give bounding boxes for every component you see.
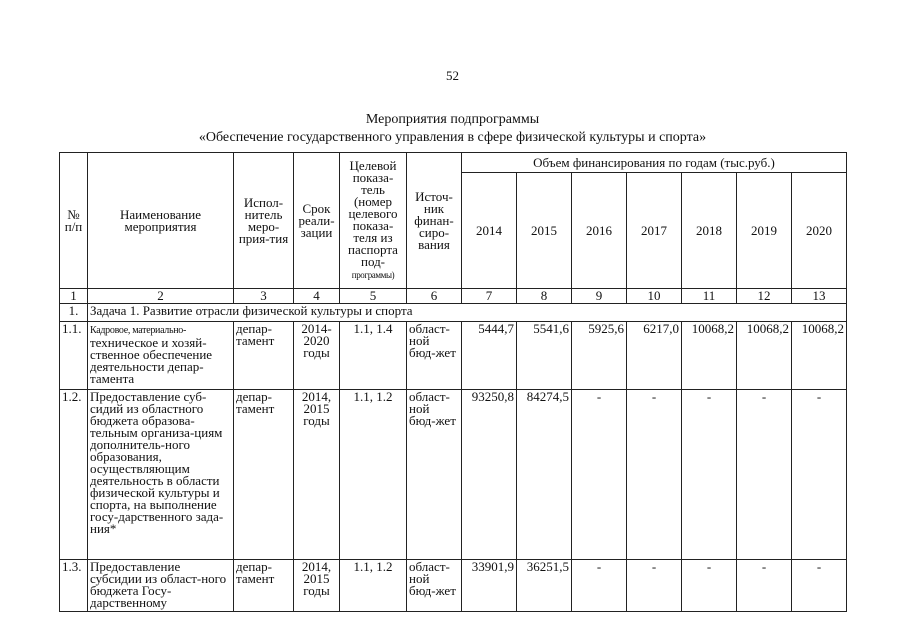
row-value-2018: 10068,2	[682, 322, 737, 390]
header-num: № п/п	[60, 153, 88, 289]
row-target: 1.1, 1.2	[340, 390, 407, 560]
header-year: 2014	[462, 173, 517, 289]
header-year: 2017	[627, 173, 682, 289]
header-year: 2020	[792, 173, 847, 289]
row-number: 1.3.	[60, 560, 88, 612]
table-row	[60, 560, 847, 612]
column-number: 3	[234, 289, 294, 304]
row-value-2014: 5444,7	[462, 322, 517, 390]
row-source: област-ной бюд-жет	[407, 390, 462, 560]
row-name	[88, 322, 234, 390]
header-target	[340, 153, 407, 289]
row-value-2017: -	[627, 560, 682, 612]
header-funding: Объем финансирования по годам (тыс.руб.)	[462, 153, 847, 173]
column-number: 9	[572, 289, 627, 304]
row-executor: депар-тамент	[234, 560, 294, 612]
column-number: 7	[462, 289, 517, 304]
row-value-2017: -	[627, 390, 682, 560]
task-title: Задача 1. Развитие отрасли физической культуры и спорта	[88, 304, 847, 322]
row-value-2016: 5925,6	[572, 322, 627, 390]
task-number: 1.	[60, 304, 88, 322]
row-target: 1.1, 1.4	[340, 322, 407, 390]
header-term: Срок реали-зации	[294, 153, 340, 289]
task-row	[60, 304, 847, 322]
document-subtitle: «Обеспечение государственного управления в сфере физической культуры и спорта»	[198, 130, 707, 145]
column-number: 8	[517, 289, 572, 304]
row-value-2019: -	[737, 390, 792, 560]
document-title: Мероприятия подпрограммы	[365, 112, 540, 127]
table-row	[60, 390, 847, 560]
row-value-2020: 10068,2	[792, 322, 847, 390]
row-source: област-ной бюд-жет	[407, 322, 462, 390]
row-executor: депар-тамент	[234, 390, 294, 560]
page-number: 52	[446, 68, 459, 83]
header-target-tail: программы)	[351, 270, 395, 280]
row-term: 2014-2020 годы	[294, 322, 340, 390]
row-value-2015: 36251,5	[517, 560, 572, 612]
row-value-2019: -	[737, 560, 792, 612]
row-executor: депар-тамент	[234, 322, 294, 390]
column-number: 12	[737, 289, 792, 304]
column-number: 13	[792, 289, 847, 304]
row-value-2016: -	[572, 390, 627, 560]
row-value-2015: 84274,5	[517, 390, 572, 560]
column-number: 2	[88, 289, 234, 304]
header-source: Источ-ник финан-сиро-вания	[407, 153, 462, 289]
row-number: 1.1.	[60, 322, 88, 390]
row-value-2017: 6217,0	[627, 322, 682, 390]
column-number: 10	[627, 289, 682, 304]
column-number: 1	[60, 289, 88, 304]
row-value-2018: -	[682, 390, 737, 560]
activities-table	[59, 152, 847, 612]
column-number: 5	[340, 289, 407, 304]
table-row	[60, 322, 847, 390]
header-year: 2015	[517, 173, 572, 289]
row-value-2014: 93250,8	[462, 390, 517, 560]
row-value-2020: -	[792, 560, 847, 612]
row-name-prefix: Кадровое, материально-	[90, 325, 187, 336]
row-name: Предоставление субсидии из област-ного бюджета Госу-дарственному	[88, 560, 234, 612]
row-value-2019: 10068,2	[737, 322, 792, 390]
column-number: 4	[294, 289, 340, 304]
header-executor: Испол-нитель меро-прия-тия	[234, 153, 294, 289]
row-value-2014: 33901,9	[462, 560, 517, 612]
header-year: 2016	[572, 173, 627, 289]
column-number: 11	[682, 289, 737, 304]
row-value-2016: -	[572, 560, 627, 612]
row-term: 2014, 2015 годы	[294, 390, 340, 560]
row-term: 2014, 2015 годы	[294, 560, 340, 612]
header-target-text: Целевой показа-тель (номер целевого показа-теля из паспорта под-	[348, 158, 398, 269]
row-name-text: техническое и хозяй-ственное обеспечение деятельности депар-тамента	[90, 335, 213, 386]
column-number: 6	[407, 289, 462, 304]
row-value-2015: 5541,6	[517, 322, 572, 390]
header-name: Наименование мероприятия	[88, 153, 234, 289]
row-value-2020: -	[792, 390, 847, 560]
row-target: 1.1, 1.2	[340, 560, 407, 612]
header-year: 2019	[737, 173, 792, 289]
header-year: 2018	[682, 173, 737, 289]
row-name: Предоставление суб-сидий из областного бюджета образова-тельным организа-циям дополнитель-ного образования, осуществляющим деятельность в области физической культуры и спорта, на выполнение госу-дарственного зада-ния*	[88, 390, 234, 560]
row-value-2018: -	[682, 560, 737, 612]
row-source: област-ной бюд-жет	[407, 560, 462, 612]
row-number: 1.2.	[60, 390, 88, 560]
